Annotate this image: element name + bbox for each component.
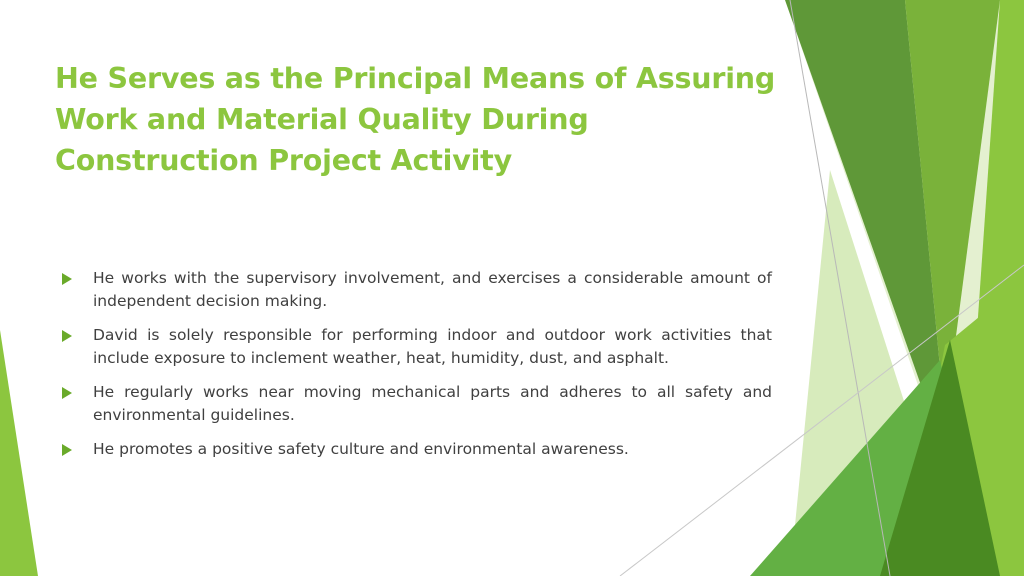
bullet-item <box>62 381 772 427</box>
bullet-text: He promotes a positive safety culture and environmental awareness. <box>93 440 629 458</box>
title-line-2: Work and Material Quality During <box>55 103 589 136</box>
arrow-right-icon <box>62 330 72 342</box>
arrow-right-icon <box>62 273 72 285</box>
slide-title <box>55 58 785 181</box>
bullet-text: He works with the supervisory involvement, and exercises a considerable amount of independent decision making. <box>93 269 772 310</box>
title-line-3: Construction Project Activity <box>55 144 512 177</box>
arrow-right-icon <box>62 387 72 399</box>
bullet-text: He regularly works near moving mechanical parts and adheres to all safety and environmental guidelines. <box>93 383 772 424</box>
bullet-item <box>62 267 772 313</box>
bullet-text: David is solely responsible for performing indoor and outdoor work activities that include exposure to inclement weather, heat, humidity, dust, and asphalt. <box>93 326 772 367</box>
bullet-item <box>62 324 772 370</box>
bullet-list <box>62 267 772 472</box>
arrow-right-icon <box>62 444 72 456</box>
bg-shape-left-sliver <box>0 330 38 576</box>
bullet-item <box>62 438 772 461</box>
title-line-1: He Serves as the Principal Means of Assuring <box>55 62 776 95</box>
